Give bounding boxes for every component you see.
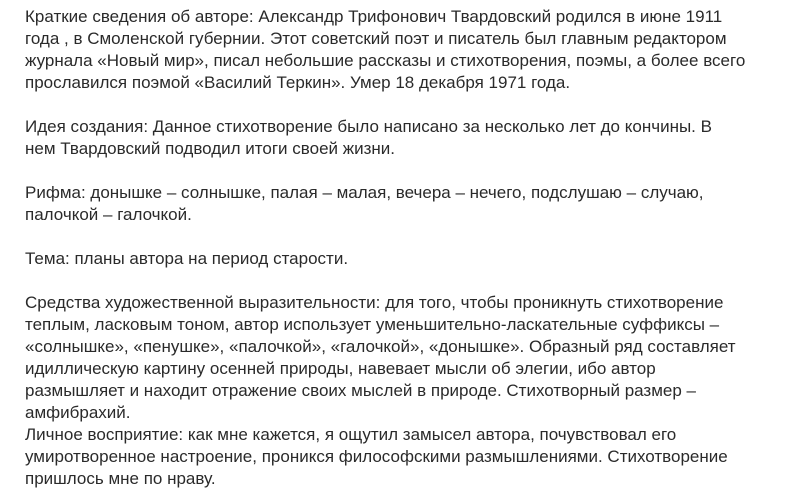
text-line: Тема: планы автора на период старости. <box>25 249 349 268</box>
text-line: размышляет и находит отражение своих мыслей в природе. Стихотворный размер – <box>25 381 697 400</box>
text-line: умиротворенное настроение, проникся философскими размышлениями. Стихотворение <box>25 447 728 466</box>
text-line: нем Твардовский подводил итоги своей жизни. <box>25 139 396 158</box>
paragraph-theme <box>25 248 780 270</box>
text-line: Рифма: донышке – солнышке, палая – малая, вечера – нечего, подслушаю – случаю, <box>25 183 704 202</box>
text-line: Краткие сведения об авторе: Александр Трифонович Твардовский родился в июне 1911 <box>25 7 723 26</box>
paragraph-creation-idea <box>25 116 780 160</box>
paragraph-personal-perception <box>25 424 780 490</box>
text-line: прославился поэмой «Василий Теркин». Умер 18 декабря 1971 года. <box>25 73 571 92</box>
text-line: амфибрахий. <box>25 403 131 422</box>
paragraph-expressive-means <box>25 292 780 424</box>
text-line: Личное восприятие: как мне кажется, я ощутил замысел автора, почувствовал его <box>25 425 677 444</box>
text-line: Средства художественной выразительности: для того, чтобы проникнуть стихотворение <box>25 293 724 312</box>
text-line: идиллическую картину осенней природы, навевает мысли об элегии, ибо автор <box>25 359 656 378</box>
paragraph-author-info <box>25 6 780 94</box>
paragraph-rhyme <box>25 182 780 226</box>
text-line: палочкой – галочкой. <box>25 205 192 224</box>
text-line: пришлось мне по нраву. <box>25 469 216 488</box>
text-line: Идея создания: Данное стихотворение было написано за несколько лет до кончины. В <box>25 117 712 136</box>
text-line: журнала «Новый мир», писал небольшие рассказы и стихотворения, поэмы, а более всего <box>25 51 746 70</box>
text-line: года , в Смоленской губернии. Этот советский поэт и писатель был главным редактором <box>25 29 727 48</box>
text-line: теплым, ласковым тоном, автор использует уменьшительно-ласкательные суффиксы – <box>25 315 720 334</box>
text-line: «солнышке», «пенушке», «палочкой», «галочкой», «донышке». Образный ряд составляет <box>25 337 736 356</box>
